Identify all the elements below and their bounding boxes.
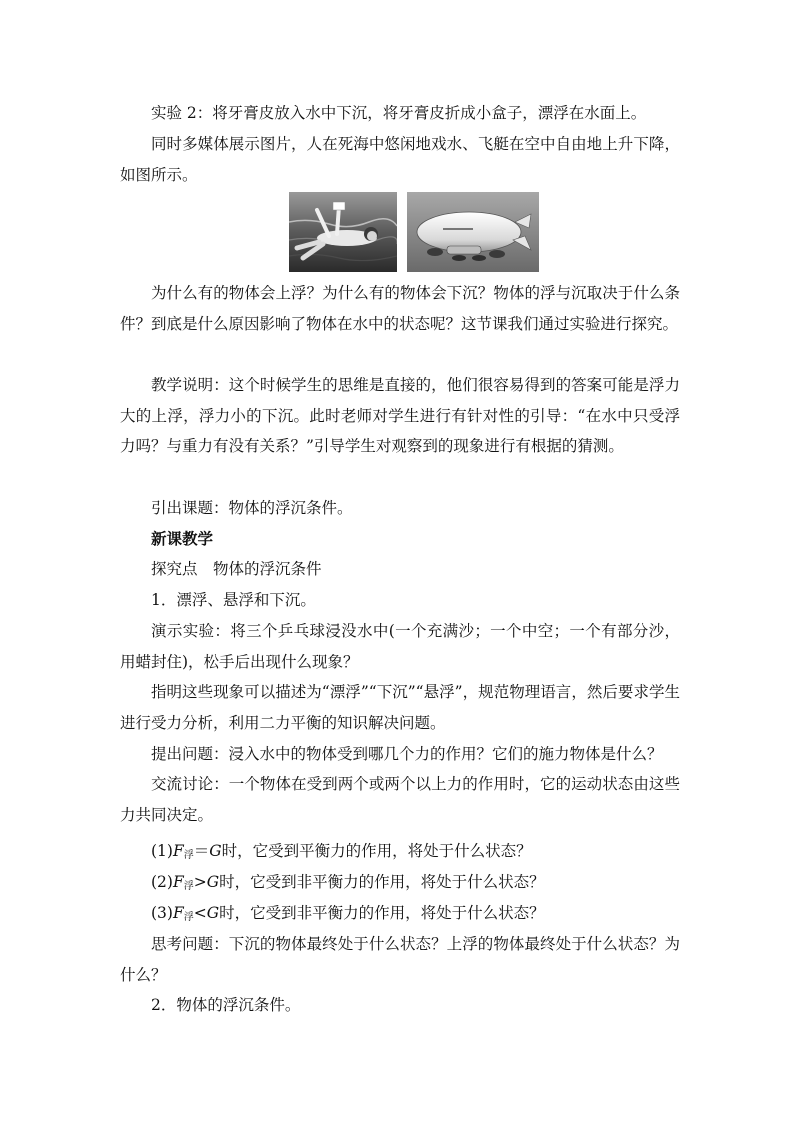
paragraph-describe: 指明这些现象可以描述为“漂浮”“下沉”“悬浮”，规范物理语言，然后要求学生进行受力分析，利用二力平衡的知识解决问题。 <box>120 683 680 732</box>
paragraph-topic: 引出课题：物体的浮沉条件。 <box>151 499 353 517</box>
paragraph-question: 为什么有的物体会上浮？为什么有的物体会下沉？物体的浮与沉取决于什么条件？到底是什么原因影响了物体在水中的状态呢？这节课我们通过实验进行探究。 <box>120 284 680 333</box>
paragraph-media: 同时多媒体展示图片，人在死海中悠闲地戏水、飞艇在空中自由地上升下降，如图所示。 <box>120 135 680 184</box>
condition-2: (2)F浮>G时，它受到非平衡力的作用，将处于什么状态？ <box>151 873 545 892</box>
airship-photo <box>407 192 539 272</box>
condition-3: (3)F浮<G时，它受到非平衡力的作用，将处于什么状态？ <box>151 904 545 923</box>
dead-sea-swimmer-photo <box>289 192 397 272</box>
paragraph-demo: 演示实验：将三个乒乓球浸没水中(一个充满沙；一个中空；一个有部分沙，用蜡封住)，松手后出现什么现象？ <box>120 622 680 671</box>
heading-new-lesson: 新课教学 <box>151 529 214 548</box>
item-1-heading: 1．漂浮、悬浮和下沉。 <box>151 591 316 609</box>
paragraph-teaching: 教学说明：这个时候学生的思维是直接的，他们很容易得到的答案可能是浮力大的上浮，浮力小的下沉。此时老师对学生进行有针对性的引导：“在水中只受浮力吗？与重力有没有关系？”引导学生对观察到的现象进行有根据的猜测。 <box>120 376 680 455</box>
paragraph-exp2: 实验 2：将牙膏皮放入水中下沉，将牙膏皮折成小盒子，漂浮在水面上。 <box>151 104 647 122</box>
item-2-heading: 2．物体的浮沉条件。 <box>151 996 301 1014</box>
condition-1: (1)F浮＝G时，它受到平衡力的作用，将处于什么状态？ <box>151 842 532 861</box>
paragraph-ask: 提出问题：浸入水中的物体受到哪几个力的作用？它们的施力物体是什么？ <box>151 745 663 763</box>
paragraph-think: 思考问题：下沉的物体最终处于什么状态？上浮的物体最终处于什么状态？为什么？ <box>120 935 680 984</box>
heading-explore-point: 探究点 物体的浮沉条件 <box>151 560 322 578</box>
paragraph-discuss: 交流讨论：一个物体在受到两个或两个以上力的作用时，它的运动状态由这些力共同决定。 <box>120 775 680 824</box>
figure-row <box>289 192 539 272</box>
